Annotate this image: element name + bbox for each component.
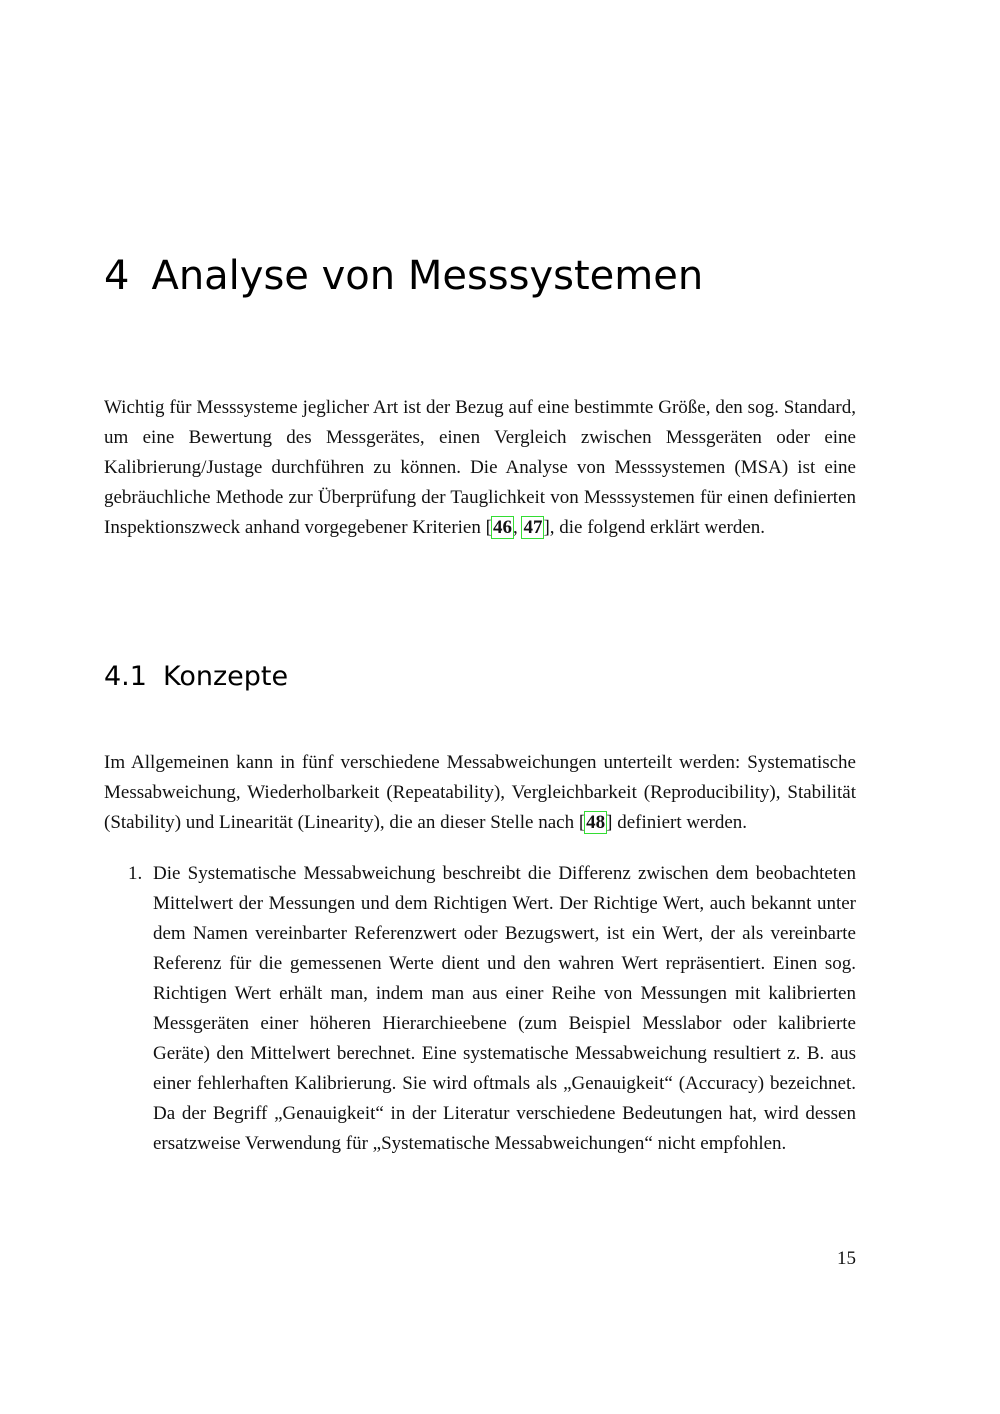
section-paragraph — [104, 748, 856, 838]
chapter-number: 4 — [104, 253, 130, 299]
list-item-marker: 1. — [128, 863, 143, 884]
document-page — [104, 0, 856, 1414]
section-title: Konzepte — [162, 661, 289, 692]
section-number: 4.1 — [104, 661, 147, 692]
section-text-start: Im Allgemeinen kann in fünf verschiedene Messabweichungen unterteilt werden: Systematische Messabweichung, Wiederholbarkeit (Repeatability), Vergleichbarkeit (Reproducibility), Stabilität (Stability) und Linearität (Linearity), die an dieser Stelle nach [ — [104, 752, 856, 833]
citation-link-48[interactable]: 48 — [586, 812, 606, 833]
citation-separator: , — [512, 517, 523, 538]
citation-link-46[interactable]: 46 — [492, 517, 512, 538]
section-heading — [104, 659, 288, 695]
chapter-heading — [104, 248, 703, 304]
list-item-text: Die Systematische Messabweichung beschreibt die Differenz zwischen dem beobachteten Mittelwert der Messungen und dem Richtigen Wert. Der Richtige Wert, auch bekannt unter dem Namen vereinbarter Referenzwert oder Bezugswert, ist ein Wert, der als vereinbarte Referenz für die gemessenen Werte dient und den wahren Wert repräsentiert. Einen sog. Richtigen Wert erhält man, indem man aus einer Reihe von Messungen mit kalibrierten Messgeräten einer höheren Hierarchieebene (zum Beispiel Messlabor oder kalibrierte Geräte) den Mittelwert berechnet. Eine systematische Messabweichung resultiert z. B. aus einer fehlerhaften Kalibrierung. Sie wird oftmals als „Genauigkeit“ (Accuracy) bezeichnet. Da der Begriff „Genauigkeit“ in der Literatur verschiedene Bedeutungen hat, wird dessen ersatzweise Verwendung für „Systematische Messabweichungen“ nicht empfohlen. — [153, 863, 856, 1154]
citation-link-47[interactable]: 47 — [523, 517, 543, 538]
chapter-title: Analyse von Messsystemen — [151, 253, 704, 299]
page-number: 15 — [837, 1248, 856, 1269]
intro-text-start: Wichtig für Messsysteme jeglicher Art ist der Bezug auf eine bestimmte Größe, den sog. Standard, um eine Bewertung des Messgerätes, einen Vergleich zwischen Messgeräten oder eine Kalibrierung/Justage durchführen zu können. Die Analyse von Messsystemen (MSA) ist eine gebräuchliche Methode zur Überprüfung der Tauglichkeit von Messsystemen für einen definierten Inspektionszweck anhand vorgegebener Kriterien [ — [104, 397, 856, 538]
list-item — [104, 859, 856, 1159]
intro-text-end: ], die folgend erklärt werden. — [543, 517, 766, 538]
section-text-end: ] definiert werden. — [606, 812, 748, 833]
intro-paragraph — [104, 393, 856, 543]
